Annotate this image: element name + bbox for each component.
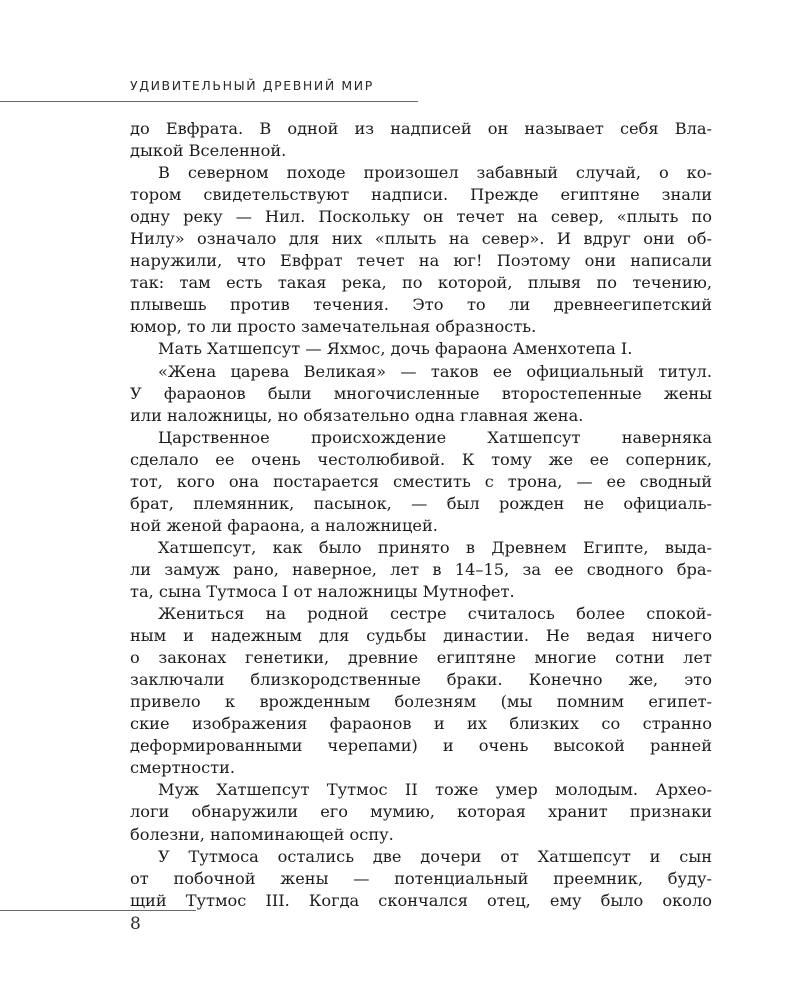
text-line: так: там есть такая река, по которой, плывя по течению,	[130, 273, 712, 293]
text-line: или наложницы, но обязательно одна главная жена.	[130, 405, 584, 425]
text-line: заключали близкородственные браки. Конечно же, это	[130, 670, 712, 690]
running-header: УДИВИТЕЛЬНЫЙ ДРЕВНИЙ МИР	[130, 78, 374, 93]
text-line: брат, племянник, пасынок, — был рожден не официаль-	[130, 493, 712, 513]
text-line: от побочной жены — потенциальный преемник, буду-	[130, 868, 712, 888]
page-number: 8	[130, 914, 141, 934]
text-line: одну реку — Нил. Поскольку он течет на север, «плыть по	[130, 207, 712, 227]
text-line: Жениться на родной сестре считалось более спокой-	[158, 604, 712, 624]
text-line: В северном походе произошел забавный случай, о ко-	[158, 163, 712, 183]
text-line: Хатшепсут, как было принято в Древнем Египте, выда-	[158, 537, 712, 557]
text-line: Царственное происхождение Хатшепсут наверняка	[158, 427, 712, 447]
text-line: щий Тутмос III. Когда скончался отец, ему было около	[130, 890, 712, 910]
text-line: логи обнаружили его мумию, которая хранит признаки	[130, 802, 712, 822]
text-line: тот, кого она постарается сместить с трона, — ее сводный	[130, 471, 712, 491]
text-line: Мать Хатшепсут — Яхмос, дочь фараона Аменхотепа I.	[158, 339, 633, 359]
text-line: У Тутмоса остались две дочери от Хатшепсут и сын	[158, 846, 712, 866]
text-line: наружили, что Евфрат течет на юг! Поэтому они написали	[130, 251, 712, 271]
footer-rule	[0, 910, 196, 911]
text-line: привело к врожденным болезням (мы помним египет-	[130, 692, 712, 712]
text-line: деформированными черепами) и очень высокой ранней	[130, 736, 712, 756]
text-line: «Жена царева Великая» — таков ее официальный титул.	[158, 361, 712, 381]
text-line: дыкой Вселенной.	[130, 141, 287, 161]
text-line: смертности.	[130, 758, 236, 778]
text-line: сделало ее очень честолюбивой. К тому же ее соперник,	[130, 449, 712, 469]
text-line: плывешь против течения. Это то ли древнеегипетский	[130, 295, 712, 315]
text-line: ной женой фараона, а наложницей.	[130, 515, 438, 535]
text-line: У фараонов были многочисленные второстепенные жены	[130, 383, 712, 403]
text-line: болезни, напоминающей оспу.	[130, 824, 394, 844]
text-line: до Евфрата. В одной из надписей он называет себя Вла-	[130, 119, 712, 138]
text-line: ным и надежным для судьбы династии. Не ведая ничего	[130, 626, 712, 646]
text-line: Нилу» означало для них «плыть на север». И вдруг они об-	[130, 229, 712, 249]
text-line: ские изображения фараонов и их близких со странно	[130, 714, 712, 734]
text-line: юмор, то ли просто замечательная образность.	[130, 317, 537, 337]
text-line: тором свидетельствуют надписи. Прежде египтяне знали	[130, 185, 712, 205]
text-line: о законах генетики, древние египтяне многие сотни лет	[130, 648, 712, 668]
text-line: та, сына Тутмоса I от наложницы Мутнофет.	[130, 581, 515, 601]
text-line: Муж Хатшепсут Тутмос II тоже умер молодым. Архео-	[158, 780, 712, 800]
header-rule	[0, 101, 418, 102]
body-text	[130, 118, 712, 912]
text-line: ли замуж рано, наверное, лет в 14–15, за ее сводного бра-	[130, 559, 712, 579]
